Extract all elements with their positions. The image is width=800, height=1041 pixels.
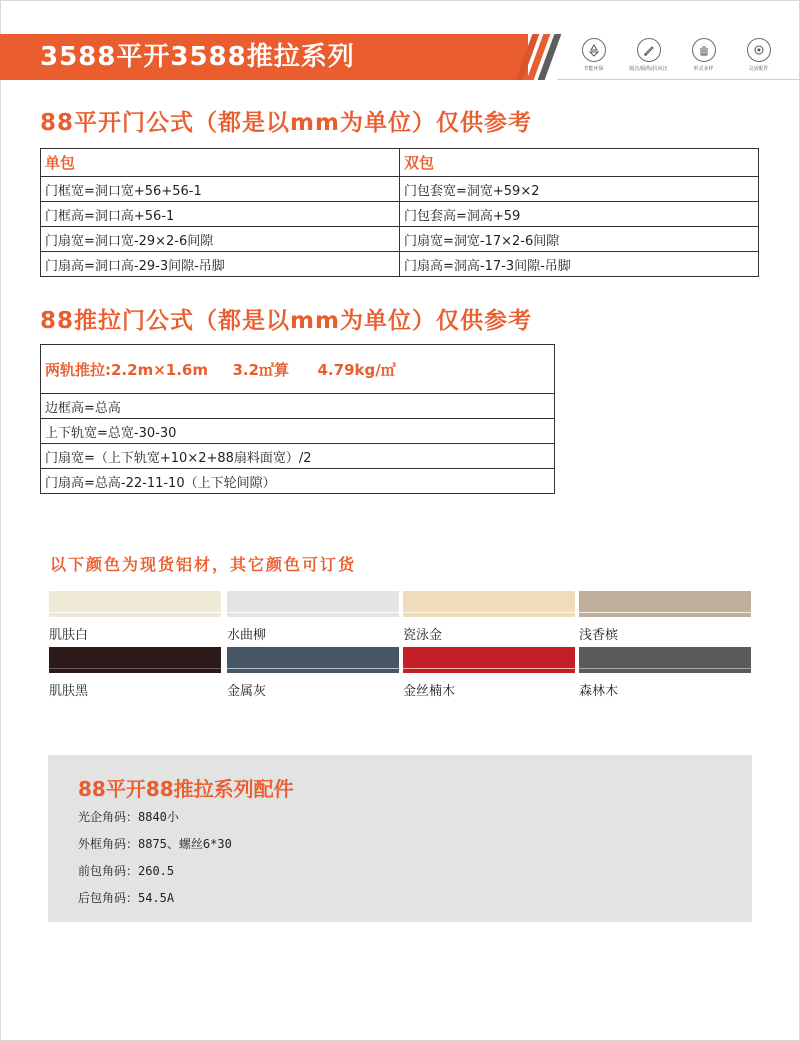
- recycle-icon: [582, 38, 606, 62]
- table-cell: 门包套宽=洞宽+59×2: [400, 177, 759, 202]
- swatch-0: [49, 591, 221, 617]
- table-row: [41, 202, 759, 227]
- casement-title: 88平开门公式（都是以mm为单位）仅供参考: [40, 110, 532, 136]
- swatch-line: [403, 668, 575, 669]
- badge-parts: 灵活配件: [734, 38, 784, 76]
- table-row: [41, 227, 759, 252]
- table-cell: 门框宽=洞口宽+56+56-1: [41, 177, 400, 202]
- table-cell: 门扇宽=洞宽-17×2-6间隙: [400, 227, 759, 252]
- page-title: 3588平开3588推拉系列: [40, 42, 355, 72]
- feature-badges: [566, 38, 786, 76]
- table-row: [41, 149, 759, 177]
- swatch-4: [49, 647, 221, 673]
- swatch-line: [579, 668, 751, 669]
- sliding-table: [40, 344, 555, 494]
- swatch-3: [579, 591, 751, 617]
- table-row: [41, 345, 555, 394]
- table-cell: 上下轨宽=总宽-30-30: [41, 419, 555, 444]
- swatch-line: [49, 668, 221, 669]
- pen-icon: [637, 38, 661, 62]
- swatch-label: 森林木: [579, 684, 619, 699]
- accessory-line: 外框角码：8875、螺丝6*30: [78, 837, 232, 851]
- badge-insulation: 隔音/隔热/抗风压: [624, 38, 674, 76]
- table-cell: 门扇宽=（上下轨宽+10×2+88扇料面宽）/2: [41, 444, 555, 469]
- table-cell: 门包套高=洞高+59: [400, 202, 759, 227]
- table-cell: 门框高=洞口高+56-1: [41, 202, 400, 227]
- double-header: 双包: [400, 149, 759, 177]
- table-row: [41, 469, 555, 494]
- accessories-panel: [48, 755, 752, 922]
- table-row: [41, 394, 555, 419]
- table-cell: 边框高=总高: [41, 394, 555, 419]
- swatch-label: 瓷泳金: [403, 628, 443, 643]
- swatch-label: 肌肤白: [49, 628, 89, 643]
- sliding-header: [41, 345, 555, 394]
- swatch-1: [227, 591, 399, 617]
- badge-forms: 形式多样: [679, 38, 729, 76]
- swatch-2: [403, 591, 575, 617]
- parts-icon: [747, 38, 771, 62]
- table-cell: 门扇高=洞口高-29-3间隙-吊脚: [41, 252, 400, 277]
- table-row: [41, 419, 555, 444]
- swatch-label: 水曲柳: [227, 628, 267, 643]
- accessory-line: 前包角码：260.5: [78, 864, 175, 878]
- table-row: [41, 444, 555, 469]
- table-cell: 门扇宽=洞口宽-29×2-6间隙: [41, 227, 400, 252]
- colors-title: 以下颜色为现货铝材，其它颜色可订货: [50, 555, 357, 574]
- swatch-label: 金丝楠木: [403, 684, 456, 699]
- table-cell: 门扇高=洞高-17-3间隙-吊脚: [400, 252, 759, 277]
- single-header: 单包: [41, 149, 400, 177]
- table-row: [41, 177, 759, 202]
- casement-table: [40, 148, 759, 277]
- sliding-area: 3.2㎡算: [232, 360, 290, 379]
- swatch-label: 金属灰: [227, 684, 267, 699]
- header-rule: [557, 79, 800, 80]
- accessory-line: 光企角码：8840小: [78, 810, 179, 824]
- swatch-label: 肌肤黑: [49, 684, 89, 699]
- swatch-label: 浅香槟: [579, 628, 619, 643]
- sliding-title: 88推拉门公式（都是以mm为单位）仅供参考: [40, 308, 532, 334]
- swatch-6: [403, 647, 575, 673]
- swatch-line: [227, 668, 399, 669]
- badge-eco: 节能环保: [569, 38, 619, 76]
- swatch-line: [579, 612, 751, 613]
- swatch-5: [227, 647, 399, 673]
- swatch-line: [49, 612, 221, 613]
- swatch-7: [579, 647, 751, 673]
- sliding-spec: 两轨推拉:2.2m×1.6m: [45, 360, 208, 379]
- accessory-line: 后包角码：54.5A: [78, 891, 175, 905]
- accessories-title: 88平开88推拉系列配件: [78, 777, 294, 801]
- swatch-line: [403, 612, 575, 613]
- swatch-line: [227, 612, 399, 613]
- sliding-weight: 4.79kg/㎡: [317, 360, 396, 379]
- table-row: [41, 252, 759, 277]
- table-cell: 门扇高=总高-22-11-10（上下轮间隙）: [41, 469, 555, 494]
- hand-icon: [692, 38, 716, 62]
